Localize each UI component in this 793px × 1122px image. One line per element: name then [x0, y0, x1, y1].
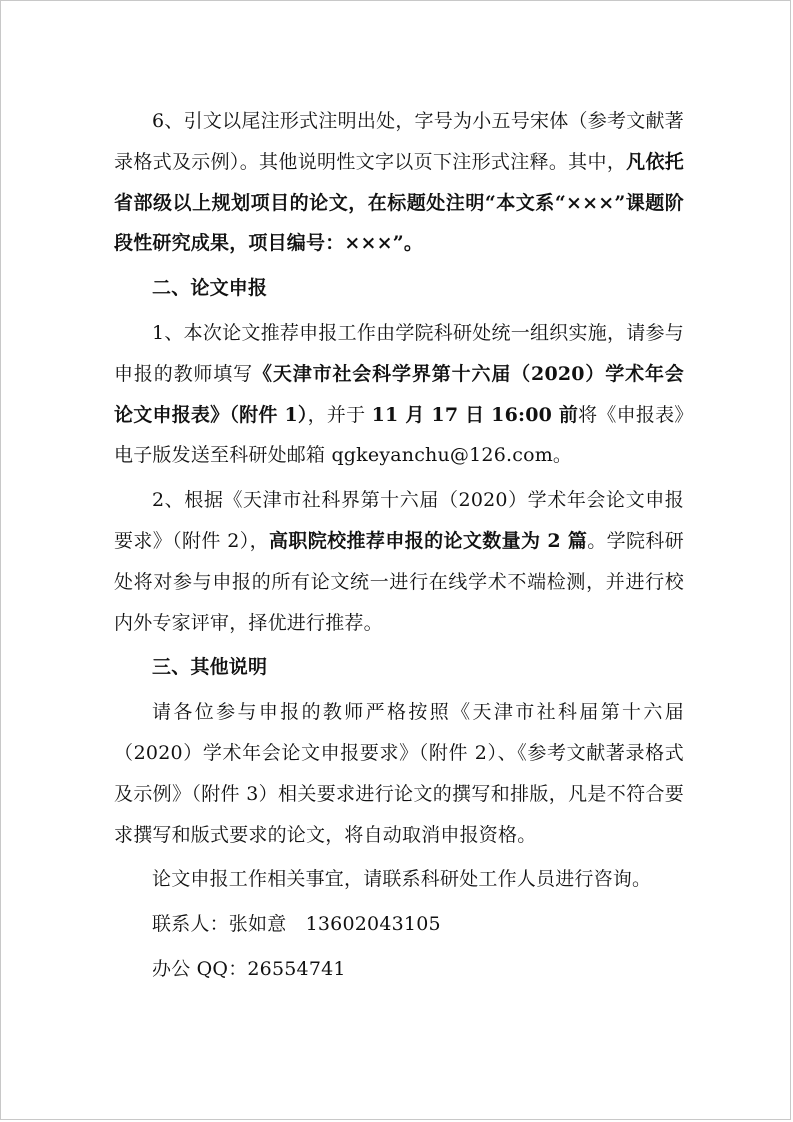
- paragraph-submission-2: [114, 480, 684, 643]
- deadline: 11 月 17 日 16:00 前: [371, 403, 579, 426]
- item-6-text: 6、引文以尾注形式注明出处，字号为小五号宋体（参考文献著录格式及示例）。其他说明性文字以页下注形式注释。其中，: [114, 110, 684, 173]
- application-form-title: 《天津市社会科学界第十六届（2020）学术年会论文申报表》: [114, 362, 685, 426]
- attachment-1-ref: （附件 1）: [229, 403, 308, 426]
- office-qq: 办公 QQ：26554741: [152, 957, 346, 980]
- paragraph-other-1: 请各位参与申报的教师严格按照《天津市社科届第十六届（2020）学术年会论文申报要求》（附件 2）、《参考文献著录格式及示例》（附件 3）相关要求进行论文的撰写和排版，凡是不符合要求撰写和版式要求的论文，将自动取消申报资格。: [114, 701, 684, 846]
- paper-quota: 高职院校推荐申报的论文数量为 2 篇: [269, 529, 588, 552]
- paragraph-submission-1: [114, 313, 684, 476]
- submission-1-text: 1、本次论文推荐申报工作由学院科研处统一组织实施，请参与申报的教师填写: [114, 321, 684, 385]
- paragraph-item-6: [114, 101, 684, 264]
- contact-person: 联系人：张如意 13602043105: [152, 913, 441, 936]
- item-6-bold-text: 凡依托省部级以上规划项目的论文，在标题处注明“本文系“×××”课题阶段性研究成果，项目编号：×××”。: [114, 150, 684, 255]
- section-heading-other: 三、其他说明: [152, 656, 268, 679]
- document-body: [114, 101, 684, 990]
- paragraph-other-2: 论文申报工作相关事宜，请联系科研处工作人员进行咨询。: [152, 868, 652, 891]
- submission-1-text-2: ，并于: [307, 403, 372, 426]
- section-heading-submission: 二、论文申报: [152, 277, 268, 300]
- submission-2-text-2: 。学院科研处将对参与申报的所有论文统一进行在线学术不端检测，并进行校内外专家评审，择优进行推荐。: [114, 529, 684, 634]
- submission-1-email-text: 将《申报表》电子版发送至科研处邮箱 qgkeyanchu@126.com。: [114, 403, 685, 467]
- submission-2-text: 2、根据《天津市社科界第十六届（2020）学术年会论文申报要求》（附件 2），: [114, 489, 684, 552]
